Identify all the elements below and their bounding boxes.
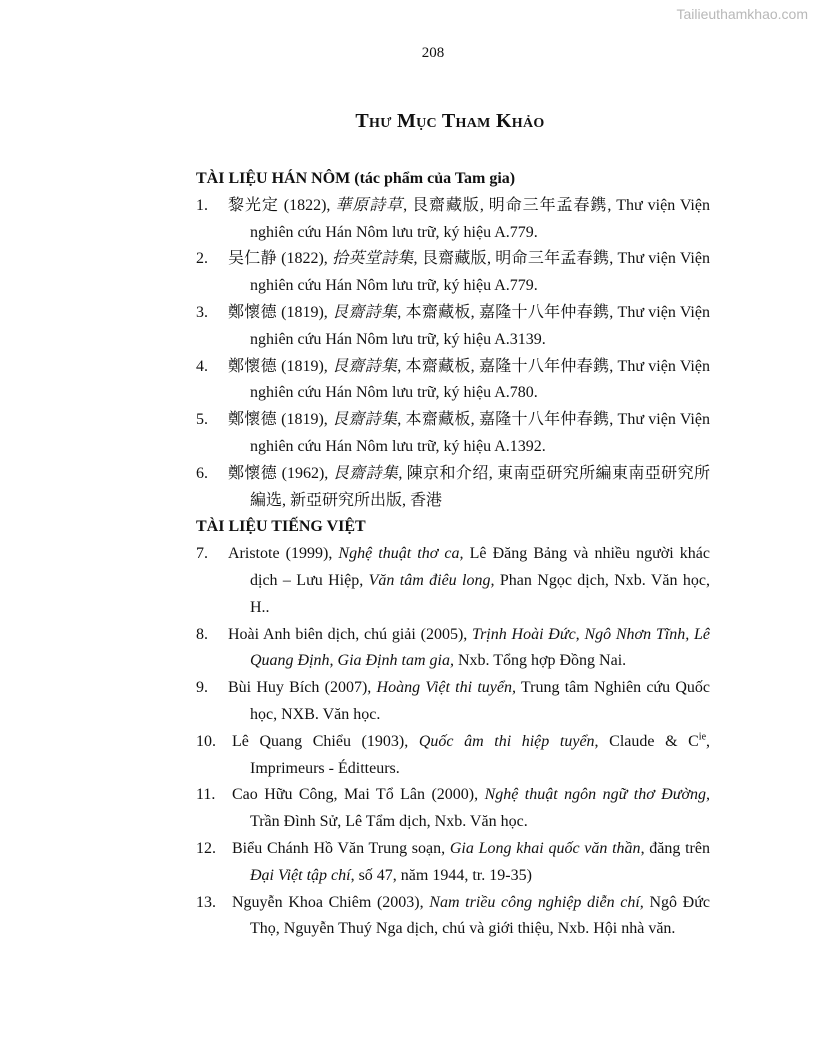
entry-title-text: 艮齋詩集 <box>332 464 399 482</box>
entry-title-text: 艮齋詩集 <box>332 411 398 429</box>
section-heading: TÀI LIỆU TIẾNG VIỆT <box>196 518 366 536</box>
entry-text: , Claude & C <box>594 732 699 750</box>
entry-title-text: Văn tâm điêu long, <box>368 571 495 589</box>
entry-text: , 陳京和介绍, 東南亞研究所編東南亞研究所編选, 新亞研究所出版, 香港 <box>250 464 710 509</box>
entry-text: Lê Quang Chiểu (1903), <box>232 732 419 750</box>
entry-text: , số 47, năm 1944, tr. 19-35) <box>350 866 532 884</box>
entry-title-text: Quốc âm thi hiệp tuyển <box>418 732 595 750</box>
entry-text: Aristote (1999), <box>228 545 339 563</box>
entry-text: , đăng trên <box>640 839 710 857</box>
entry-text: Nguyễn Khoa Chiêm (2003), <box>232 893 430 911</box>
entry-text: Biểu Chánh Hồ Văn Trung soạn, <box>232 839 450 857</box>
entry-number: 6. <box>196 464 208 482</box>
watermark: Tailieuthamkhao.com <box>676 6 808 22</box>
entry-number: 7. <box>196 545 208 563</box>
entry-text: Trần Đình Sử, Lê Tẩm dịch, Nxb. Văn học. <box>250 813 528 831</box>
entry-text: Trung tâm Nghiên cứu Quốc học, NXB. Văn học. <box>250 679 710 723</box>
entry-title-text: Nghệ thuật thơ ca, <box>338 545 464 563</box>
entry-text: Lê Đăng Bảng và nhiều người khác dịch – Lưu Hiệp, <box>250 545 710 589</box>
entry-text: 黎光定 (1822), <box>228 196 336 214</box>
entry-text: , 本齋藏板, 嘉隆十八年仲春鎸, Thư viện Viện nghiên cứu Hán Nôm lưu trữ, ký hiệu A.3139. <box>250 303 710 348</box>
entry-title-text: 艮齋詩集 <box>332 303 398 321</box>
bibliography-entry <box>196 675 710 729</box>
entry-number: 5. <box>196 411 208 429</box>
entry-title-text: 拾英堂詩集 <box>332 250 414 268</box>
bibliography-entry <box>196 354 710 408</box>
bibliography-entry <box>196 461 710 515</box>
entry-text: , 艮齋藏版, 明命三年孟春鎸, Thư viện Viện nghiên cứu Hán Nôm lưu trữ, ký hiệu A.779. <box>250 196 710 241</box>
entry-title-text: Nghệ thuật ngôn ngữ thơ Đường, <box>484 786 710 804</box>
page-number: 208 <box>421 45 445 61</box>
section-heading: TÀI LIỆU HÁN NÔM (tác phẩm của Tam gia) <box>196 170 516 187</box>
entry-text: , Imprimeurs - Éditteurs. <box>250 732 711 777</box>
bibliography-entry <box>196 729 710 783</box>
entry-number: 8. <box>196 625 208 643</box>
bibliography-entry <box>196 246 710 300</box>
entry-number: 2. <box>196 250 208 268</box>
bibliography-entry <box>196 541 710 621</box>
entry-text: Bùi Huy Bích (2007), <box>228 679 377 697</box>
bibliography <box>196 166 710 943</box>
entry-number: 13. <box>196 893 216 911</box>
entry-text: 鄭懷德 (1962), <box>228 464 333 482</box>
bibliography-entry <box>196 193 710 247</box>
bibliography-entry <box>196 890 710 944</box>
entry-number: 3. <box>196 303 208 321</box>
entry-text: Phan Ngọc dịch, Nxb. Văn học, H.. <box>250 571 711 616</box>
entry-title-text: Trịnh Hoài Đức, Ngô Nhơn Tĩnh, Lê Quang Định, Gia Định tam gia, <box>250 625 710 670</box>
entry-text: , 艮齋藏版, 明命三年孟春鎸, Thư viện Viện nghiên cứu Hán Nôm lưu trữ, ký hiệu A.779. <box>250 250 710 295</box>
entry-title-text: 艮齋詩集 <box>332 357 398 375</box>
bibliography-entry <box>196 782 710 836</box>
entry-text: Ngô Đức Thọ, Nguyễn Thuý Nga dịch, chú và giới thiệu, Nxb. Hội nhà văn. <box>250 893 710 938</box>
bibliography-entry <box>196 622 710 676</box>
entry-number: 1. <box>196 196 208 214</box>
entry-text: 鄭懷德 (1819), <box>228 303 333 321</box>
entry-title-text: Nam triều công nghiệp diễn chí, <box>429 893 644 911</box>
entry-text: , 本齋藏板, 嘉隆十八年仲春鎸, Thư viện Viện nghiên cứu Hán Nôm lưu trữ, ký hiệu A.780. <box>250 357 710 402</box>
entry-text: ie <box>698 731 707 743</box>
entry-text: 鄭懷德 (1819), <box>228 411 333 429</box>
entry-text: 吴仁静 (1822), <box>228 250 333 268</box>
entry-number: 10. <box>196 732 216 750</box>
bibliography-entry <box>196 300 710 354</box>
entry-text: Cao Hữu Công, Mai Tổ Lân (2000), <box>232 786 485 804</box>
entry-title-text: 華原詩草 <box>335 196 404 214</box>
entry-title-text: Đại Việt tập chí <box>250 866 351 884</box>
entry-number: 4. <box>196 357 208 375</box>
page-title: Thư Mục Tham Khảo <box>355 110 545 132</box>
bibliography-entry <box>196 836 710 890</box>
entry-number: 12. <box>196 839 216 857</box>
entry-text: Nxb. Tổng hợp Đồng Nai. <box>454 652 627 670</box>
entry-number: 9. <box>196 679 208 697</box>
entry-title-text: Hoàng Việt thi tuyển, <box>376 679 516 697</box>
entry-number: 11. <box>196 786 216 804</box>
entry-title-text: Gia Long khai quốc văn thần <box>449 839 641 857</box>
entry-text: , 本齋藏板, 嘉隆十八年仲春鎸, Thư viện Viện nghiên cứu Hán Nôm lưu trữ, ký hiệu A.1392. <box>250 411 710 455</box>
entry-text: 鄭懷德 (1819), <box>228 357 333 375</box>
entry-text: Hoài Anh biên dịch, chú giải (2005), <box>228 625 473 643</box>
bibliography-entry <box>196 407 710 461</box>
